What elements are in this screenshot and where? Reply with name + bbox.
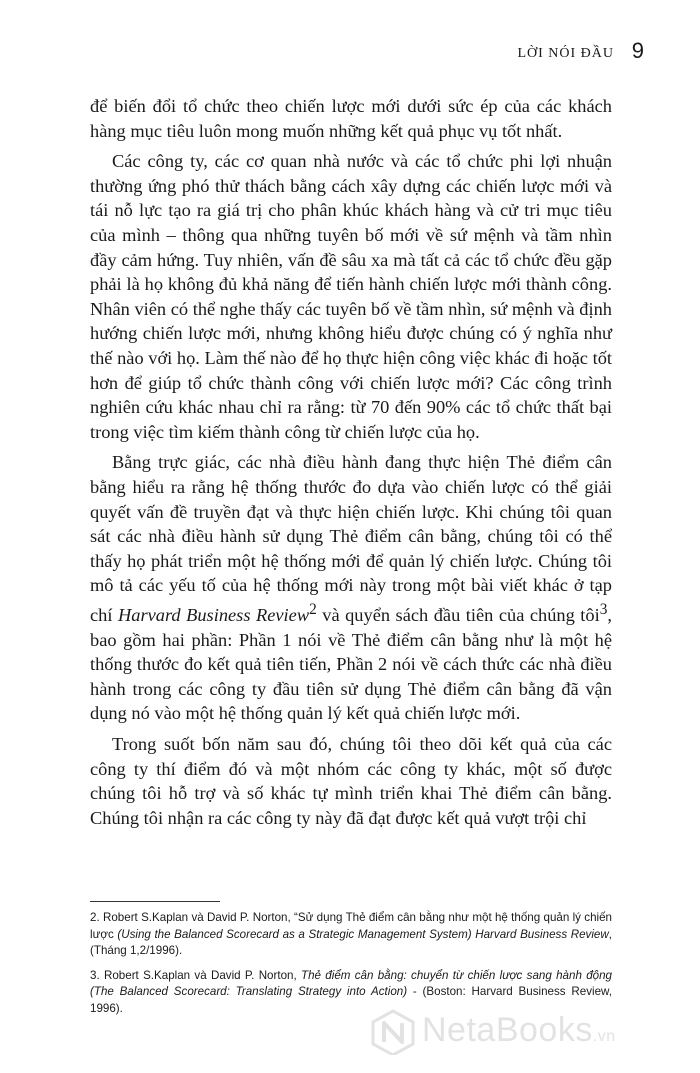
footnote-2-italic: (Using the Balanced Scorecard as a Strategic Management System) Harvard Business Review [117,927,609,941]
paragraph-3 [90,450,612,726]
footnote-2-text-a: 2. Robert S.Kaplan và David P. Norton, “Sử dụng Thẻ điểm cân bằng như một hệ thống quản lý chiến lược [90,911,612,941]
footnote-3-italic: Thẻ điểm cân bằng: chuyển từ chiến lược sang hành động (The Balanced Scorecard: Translating Strategy into Action) [90,968,612,999]
netabooks-logo-icon [370,1009,416,1055]
page-number: 9 [631,38,644,63]
journal-title: Harvard Business Review [117,605,310,625]
watermark-suffix: .vn [592,1028,616,1045]
paragraph-1: để biến đổi tổ chức theo chiến lược mới dưới sức ép của các khách hàng mục tiêu luôn mong muốn những kết quả phục vụ tốt nhất. [90,96,612,141]
footnote-3-text-b: - (Boston: Harvard Business Review, 1996). [90,985,612,1015]
footnote-ref-3: 3 [599,600,608,618]
footnote-2-text-b: , (Tháng 1,2/1996). [90,927,612,958]
footnote-ref-2: 2 [309,600,317,618]
paragraph-2: Các công ty, các cơ quan nhà nước và các tổ chức phi lợi nhuận thường ứng phó thử thách bằng cách xây dựng các chiến lược mới và tái nỗ lực tạo ra giá trị cho phân khúc khách hàng và cử tri mục tiêu của mình – thông qua những tuyên bố mới về sứ mệnh và tầm nhìn đầy cảm hứng. Tuy nhiên, vấn đề sâu xa mà tất cả các tổ chức đều gặp phải là họ không đủ khả năng để tiến hành chiến lược mới thành công. Nhân viên có thể nghe thấy các tuyên bố về tầm nhìn, sứ mệnh và định hướng chiến lược mới, nhưng không hiểu được chúng có ý nghĩa như thế nào với họ. Làm thế nào để họ thực hiện công việc khác đi hoặc tốt hơn để giúp tổ chức thành công với chiến lược mới? Các công trình nghiên cứu khác nhau chỉ ra rằng: từ 70 đến 90% các tổ chức thất bại trong việc tìm kiếm thành công từ chiến lược của họ. [90,151,612,442]
paragraph-3-text-c: , bao gồm hai phần: Phần 1 nói về Thẻ điểm cân bằng như là một hệ thống thước đo kết quả tiên tiến, Phần 2 nói về cách thức các nhà điều hành trong các công ty đầu tiên sử dụng Thẻ điểm cân bằng đã vận dụng nó vào một hệ thống quản lý kết quả chiến lược mới. [90,605,612,724]
paragraph-4: Trong suốt bốn năm sau đó, chúng tôi theo dõi kết quả của các công ty thí điểm đó và một nhóm các công ty khác, một số được chúng tôi hỗ trợ và số khác tự mình triển khai Thẻ điểm cân bằng. Chúng tôi nhận ra các công ty này đã đạt được kết quả vượt trội chỉ [90,733,612,828]
body-text [90,94,612,836]
paragraph-3-text-a: Bằng trực giác, các nhà điều hành đang thực hiện Thẻ điểm cân bằng hiểu ra rằng hệ thống thước đo dựa vào chiến lược có thể giải quyết vấn đề truyền đạt và thực hiện chiến lược. Khi chúng tôi quan sát các nhà điều hành sử dụng Thẻ điểm cân bằng, chúng tôi có thể thấy họ phát triển một hệ thống mới để quản lý chiến lược. Chúng tôi mô tả các yếu tố của hệ thống mới này trong một bài viết khác ở tạp chí [90,452,612,625]
footnote-3-text-a: 3. Robert S.Kaplan và David P. Norton, [90,968,302,982]
watermark [370,1005,690,1055]
paragraph-3-text-b: và quyển sách đầu tiên của chúng tôi [316,605,600,625]
page-header [0,38,700,68]
footnote-divider [90,901,220,902]
running-title: LỜI NÓI ĐẦU [517,46,614,61]
watermark-brand: NetaBooks [422,1011,593,1049]
footnote-2 [90,910,612,960]
watermark-text [422,1011,616,1050]
